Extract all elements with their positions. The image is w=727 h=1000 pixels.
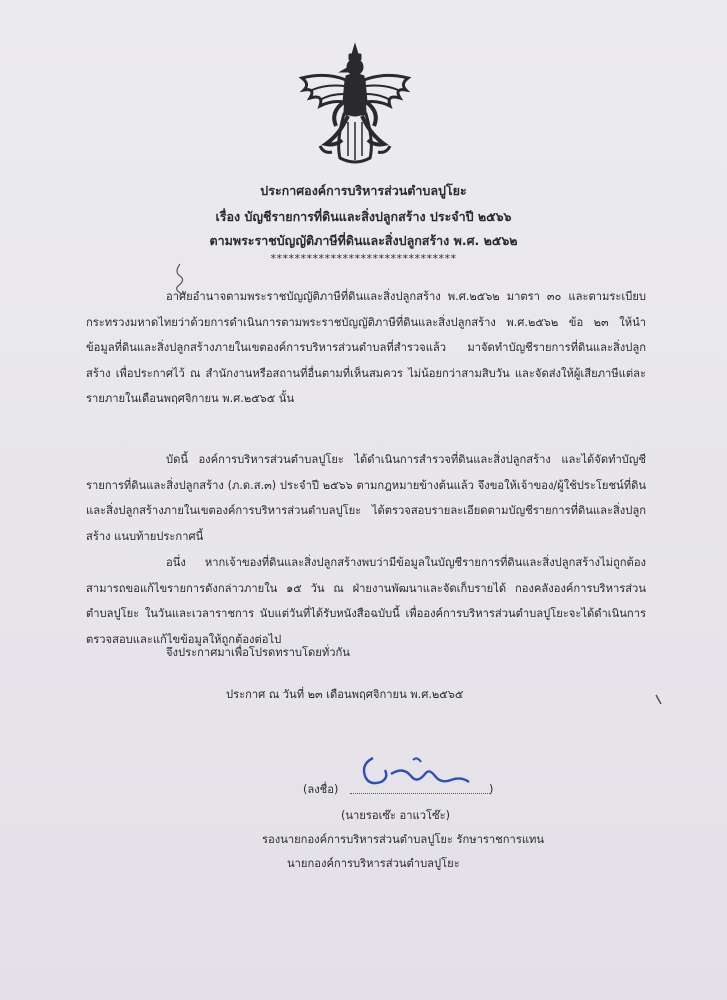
signer-position-acting: นายกองค์การบริหารส่วนตำบลปูโยะ (287, 857, 460, 870)
star-divider: ******************************* (270, 252, 457, 265)
paragraph-authority: อาศัยอำนาจตามพระราชบัญญัติภาษีที่ดินและสิ่งปลูกสร้าง พ.ศ.๒๕๖๒ มาตรา ๓๐ และตามระเบียบกระทรวงมหาดไทยว่าด้วยการดำเนินการตามพระราชบัญญัติภาษีที่ดินและสิ่งปลูกสร้าง พ.ศ.๒๕๖๒ ข้อ ๒๓ ให้นำข้อมูลที่ดินและสิ่งปลูกสร้างภายในเขตองค์การบริหารส่วนตำบลที่สำรวจแล้ว มาจัดทำบัญชีรายการที่ดินและสิ่งปลูกสร้าง เพื่อประกาศไว้ ณ สำนักงานหรือสถานที่อื่นตามที่เห็นสมควร ไม่น้อยกว่าสามสิบวัน และจัดส่งให้ผู้เสียภาษีแต่ละรายภายในเดือนพฤศจิกายน พ.ศ.๒๕๖๕ นั้น (86, 290, 646, 405)
subject-line: เรื่อง บัญชีรายการที่ดินและสิ่งปลูกสร้าง ประจำปี ๒๕๖๖ (215, 209, 512, 224)
handwritten-signature (355, 752, 475, 794)
signed-label: (ลงชื่อ) (303, 783, 339, 796)
announce-line: จึงประกาศมาเพื่อโปรดทราบโดยทั่วกัน (166, 646, 350, 659)
date-line: ประกาศ ณ วันที่ ๒๓ เดือนพฤศจิกายน พ.ศ.๒๕๖๕ (226, 688, 464, 701)
signed-close-paren: ) (489, 783, 494, 796)
paragraph-correction: อนึ่ง หากเจ้าของที่ดินและสิ่งปลูกสร้างพบว่ามีข้อมูลในบัญชีรายการที่ดินและสิ่งปลูกสร้างไม่ถูกต้องสามารถขอแก้ไขรายการดังกล่าวภายใน ๑๕ วัน ณ ฝ่ายงานพัฒนาและจัดเก็บรายได้ กองคลังองค์การบริหารส่วนตำบลปูโยะ ในวันและเวลาราชการ นับแต่วันที่ได้รับหนังสือฉบับนี้ เพื่อองค์การบริหารส่วนตำบลปูโยะจะได้ดำเนินการตรวจสอบและแก้ไขข้อมูลให้ถูกต้องต่อไป (86, 556, 646, 646)
garuda-emblem-icon (296, 42, 414, 174)
signer-name: (นายรอเซ๊ะ อาแวโซ๊ะ) (341, 809, 451, 822)
act-reference-line: ตามพระราชบัญญัติภาษีที่ดินและสิ่งปลูกสร้าง พ.ศ. ๒๕๖๒ (209, 233, 518, 248)
signer-position: รองนายกองค์การบริหารส่วนตำบลปูโยะ รักษาราชการแทน (262, 833, 545, 846)
signature-dotted-line (350, 793, 490, 794)
tick-mark-icon (655, 694, 663, 706)
paragraph-survey: บัดนี้ องค์การบริหารส่วนตำบลปูโยะ ได้ดำเนินการสำรวจที่ดินและสิ่งปลูกสร้าง และได้จัดทำบัญชีรายการที่ดินและสิ่งปลูกสร้าง (ภ.ด.ส.๓) ประจำปี ๒๕๖๖ ตามกฎหมายข้างต้นแล้ว จึงขอให้เจ้าของ/ผู้ใช้ประโยชน์ที่ดินและสิ่งปลูกสร้างภายในเขตองค์การบริหารส่วนตำบลปูโยะ ได้ตรวจสอบรายละเอียดตามบัญชีรายการที่ดินและสิ่งปลูกสร้าง แนบท้ายประกาศนี้ (86, 453, 646, 543)
announcement-title: ประกาศองค์การบริหารส่วนตำบลปูโยะ (260, 183, 467, 198)
